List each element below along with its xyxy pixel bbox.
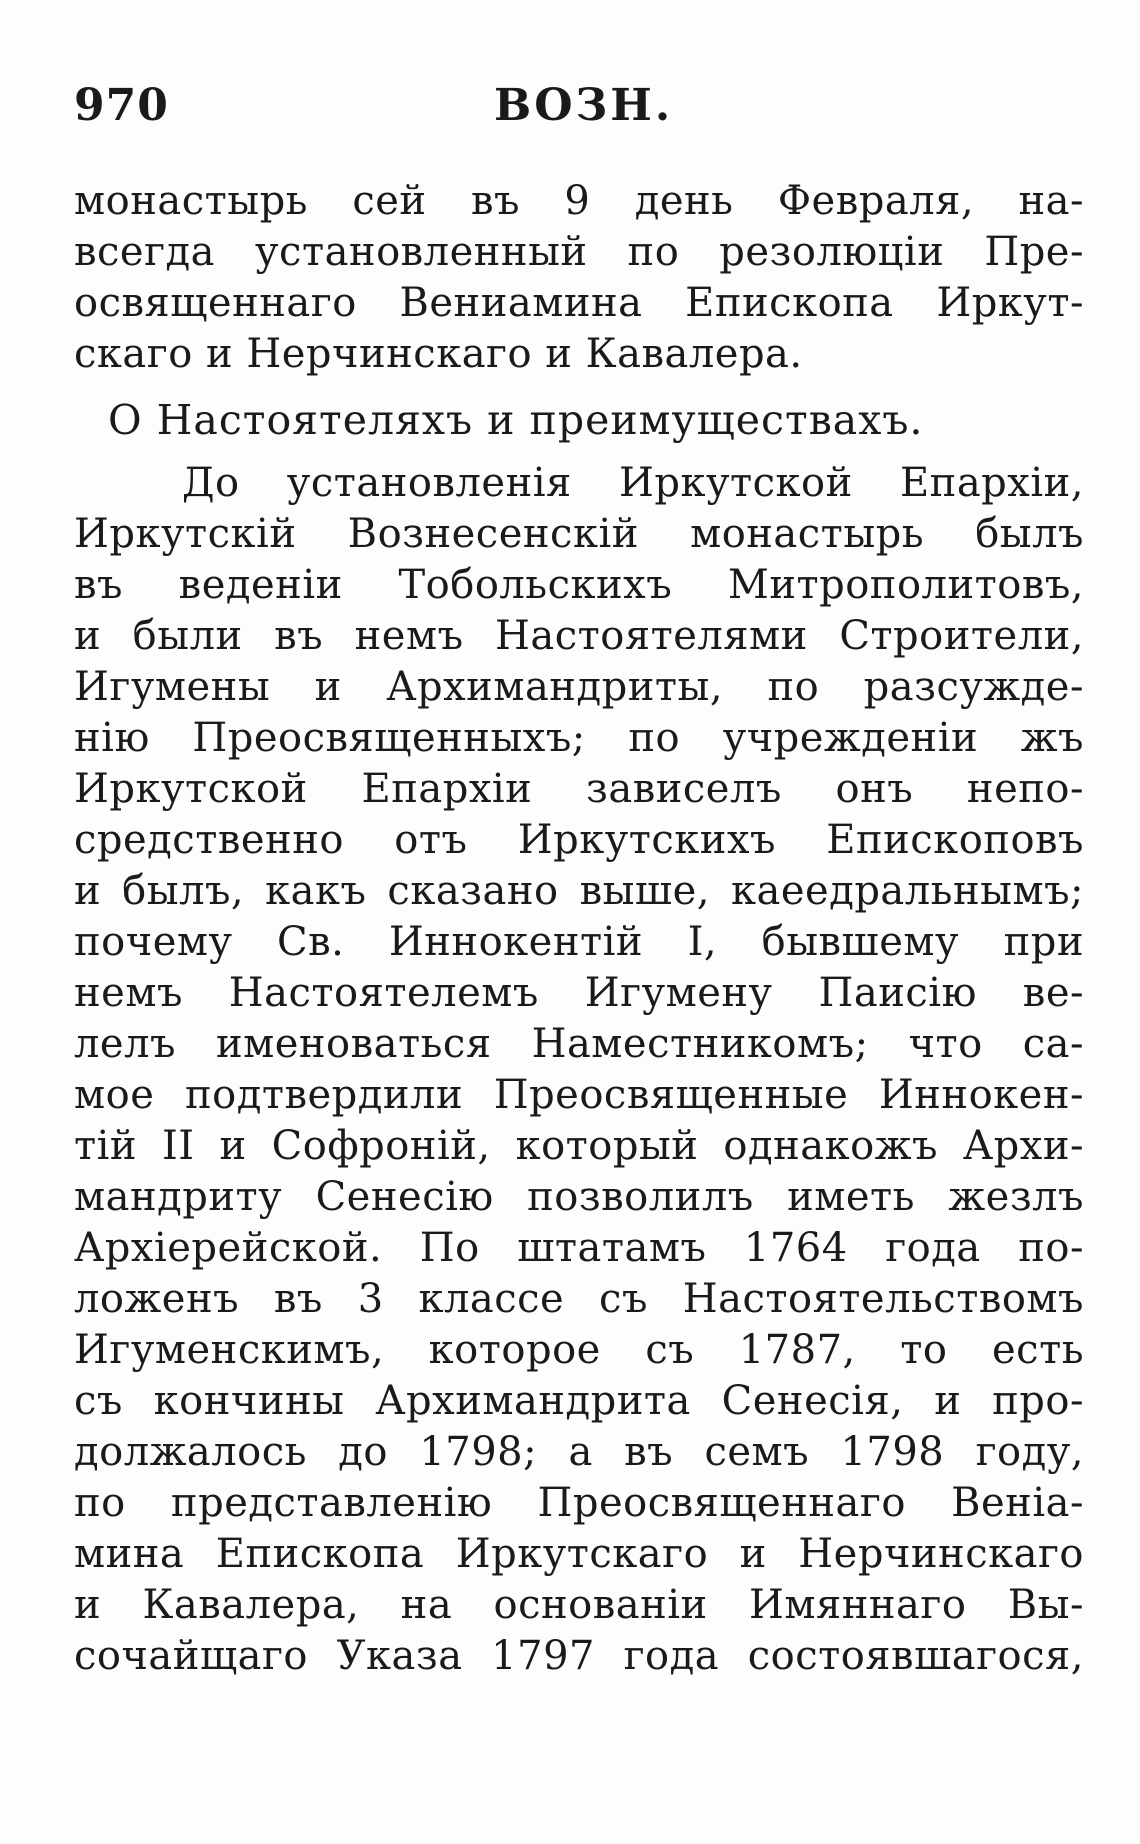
text-line: До установленiя Иркутской Епархiи, xyxy=(182,460,1084,506)
text-line: скаго и Нерчинскаго и Кавалера. xyxy=(74,331,803,377)
text-line: монастырь сей въ 9 день Февраля, на- xyxy=(74,178,1084,224)
text-line: должалось до 1798; а въ семъ 1798 году, xyxy=(74,1429,1084,1475)
text-line: Иркутскiй Вознесенскiй монастырь былъ xyxy=(74,511,1084,557)
text-line: Иркутской Епархiи зависелъ онъ непо- xyxy=(74,766,1084,812)
text-line: Игуменскимъ, которое съ 1787, то есть xyxy=(74,1327,1084,1373)
text-line: освященнаго Вениамина Епископа Иркут- xyxy=(74,280,1084,326)
text-line: въ веденiи Тобольскихъ Митрополитовъ, xyxy=(74,562,1084,608)
text-line: всегда установленный по резолюцiи Пре- xyxy=(74,229,1084,275)
text-line: мина Епископа Иркутскаго и Нерчинскаго xyxy=(74,1531,1084,1577)
page-header xyxy=(74,80,1074,150)
text-line: Игумены и Архимандриты, по разсужде- xyxy=(74,664,1084,710)
text-line: почему Св. Иннокентiй I, бывшему при xyxy=(74,919,1084,965)
text-line: мое подтвердили Преосвященные Иннокен- xyxy=(74,1072,1084,1118)
text-line: Архiерейской. По штатамъ 1764 года по- xyxy=(74,1225,1084,1271)
text-line: ложенъ въ 3 классе съ Настоятельствомъ xyxy=(74,1276,1084,1322)
text-line: нiю Преосвященныхъ; по учрежденiи жъ xyxy=(74,715,1084,761)
text-line: и были въ немъ Настоятелями Строители, xyxy=(74,613,1084,659)
text-line: тiй II и Софронiй, который однакожъ Архи- xyxy=(74,1123,1084,1169)
section-heading: О Настоятеляхъ и преимуществахъ. xyxy=(108,396,924,444)
opening-paragraph xyxy=(74,176,1084,380)
text-line: и Кавалера, на основанiи Имяннаго Вы- xyxy=(74,1582,1084,1628)
text-line: лелъ именоваться Наместникомъ; что са- xyxy=(74,1021,1084,1067)
body-paragraph xyxy=(74,458,1084,1682)
running-head: ВОЗН. xyxy=(494,80,674,131)
text-line: съ кончины Архимандрита Сенесiя, и про- xyxy=(74,1378,1084,1424)
text-line: средственно отъ Иркутскихъ Епископовъ xyxy=(74,817,1084,863)
text-line: сочайщаго Указа 1797 года состоявшагося, xyxy=(74,1633,1084,1679)
text-line: по представленiю Преосвященнаго Венiа- xyxy=(74,1480,1084,1526)
text-line: немъ Настоятелемъ Игумену Паисiю ве- xyxy=(74,970,1084,1016)
page-text xyxy=(74,176,1084,1682)
text-line: и былъ, какъ сказано выше, каеедральнымъ; xyxy=(74,868,1084,914)
text-line: мандриту Сенесiю позволилъ иметь жезлъ xyxy=(74,1174,1084,1220)
page-number: 970 xyxy=(74,80,169,131)
